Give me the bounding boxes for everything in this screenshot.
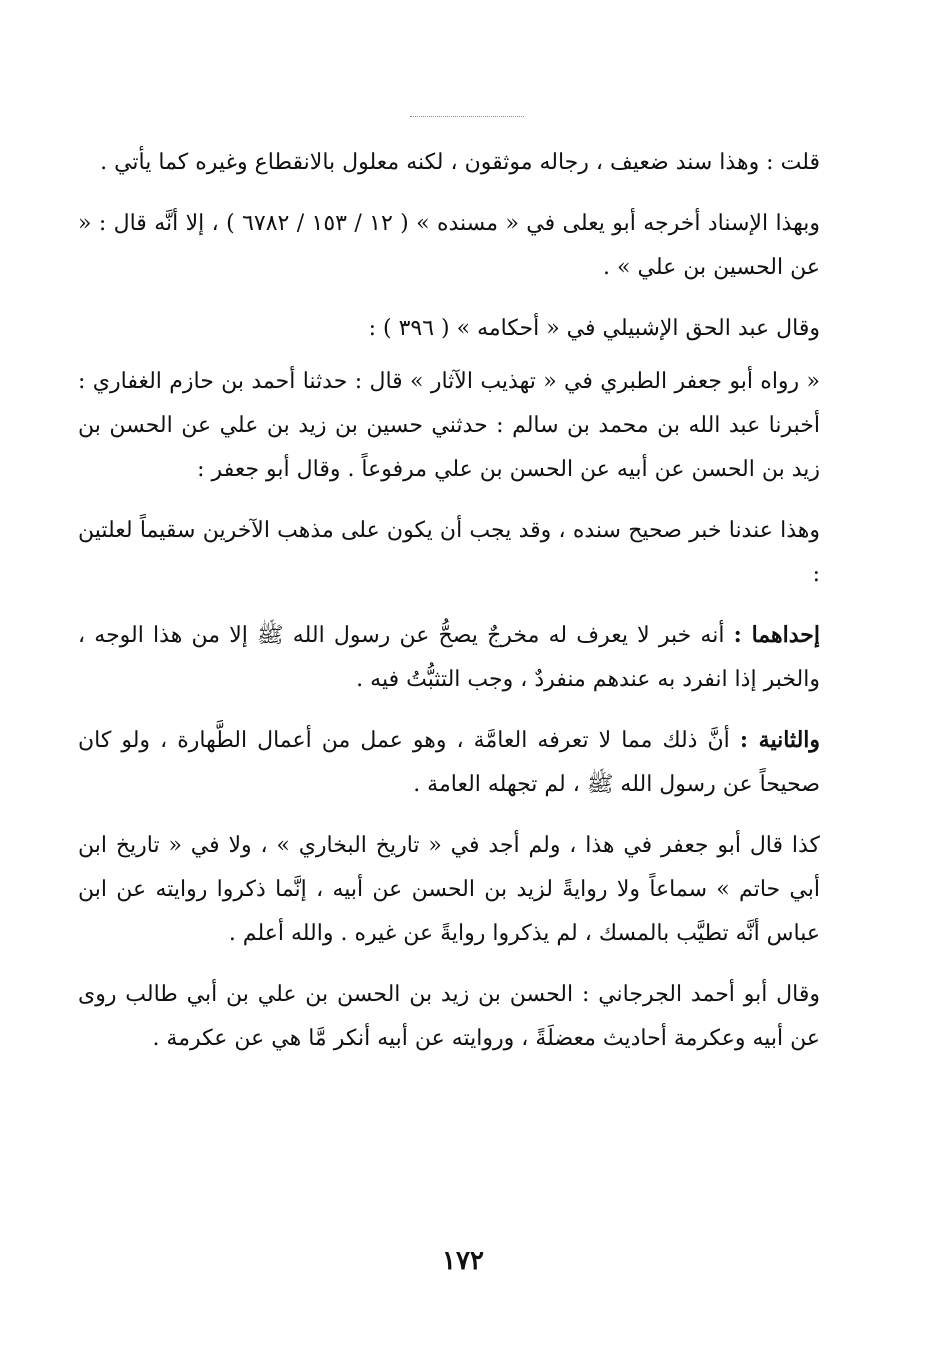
paragraph — [78, 359, 820, 492]
paragraph-text: وبهذا الإسناد أخرجه أبو يعلى في « مسنده » ( ١٢ / ١٥٣ / ٦٧٨٢ ) ، إلا أنَّه قال : « عن الحسين بن علي » . — [78, 211, 820, 280]
page-number: ١٧٢ — [442, 1246, 484, 1276]
paragraph — [78, 972, 820, 1061]
paragraph-lead: إحداهما : — [733, 622, 820, 648]
paragraph-text: قلت : وهذا سند ضعيف ، رجاله موثقون ، لكنه معلول بالانقطاع وغيره كما يأتي . — [100, 150, 820, 175]
paragraph-text: وقال عبد الحق الإشبيلي في « أحكامه » ( ٣٩٦ ) : — [368, 316, 820, 341]
paragraph-text: وقال أبو أحمد الجرجاني : الحسن بن زيد بن الحسن بن علي بن أبي طالب روى عن أبيه وعكرمة أحاديث معضلَةً ، وروايته عن أبيه أنكر مَّا هي عن عكرمة . — [78, 982, 820, 1051]
paragraph — [78, 823, 820, 956]
header-divider — [410, 116, 524, 117]
paragraph-text: أنَّ ذلك مما لا تعرفه العامَّة ، وهو عمل من أعمال الطَّهارة ، ولو كان صحيحاً عن رسول الله ﷺ ، لم تجهله العامة . — [78, 728, 820, 797]
paragraph — [78, 201, 820, 290]
paragraph-text: أنه خبر لا يعرف له مخرجٌ يصحُّ عن رسول الله ﷺ إلا من هذا الوجه ، والخبر إذا انفرد به عندهم منفردٌ ، وجب التثبُّتُ فيه . — [78, 623, 820, 692]
paragraph — [78, 306, 820, 351]
paragraph-lead: والثانية : — [739, 727, 821, 753]
paragraph-text: كذا قال أبو جعفر في هذا ، ولم أجد في « تاريخ البخاري » ، ولا في « تاريخ ابن أبي حاتم » سماعاً ولا روايةً لزيد بن الحسن عن أبيه ، إنَّما ذكروا روايته عن ابن عباس أنَّه تطيَّب بالمسك ، لم يذكروا روايةً عن غيره . والله أعلم . — [78, 833, 820, 946]
paragraph — [78, 718, 820, 807]
paragraph — [78, 613, 820, 702]
paragraph — [78, 140, 820, 185]
paragraph — [78, 508, 820, 597]
paragraph-text: « رواه أبو جعفر الطبري في « تهذيب الآثار » قال : حدثنا أحمد بن حازم الغفاري : أخبرنا عبد الله بن محمد بن سالم : حدثني حسين بن زيد بن علي عن الحسن بن زيد بن الحسن عن أبيه عن الحسن بن علي مرفوعاً . وقال أبو جعفر : — [78, 369, 820, 482]
body-text — [78, 140, 820, 1077]
paragraph-text: وهذا عندنا خبر صحيح سنده ، وقد يجب أن يكون على مذهب الآخرين سقيماً لعلتين : — [78, 518, 820, 587]
